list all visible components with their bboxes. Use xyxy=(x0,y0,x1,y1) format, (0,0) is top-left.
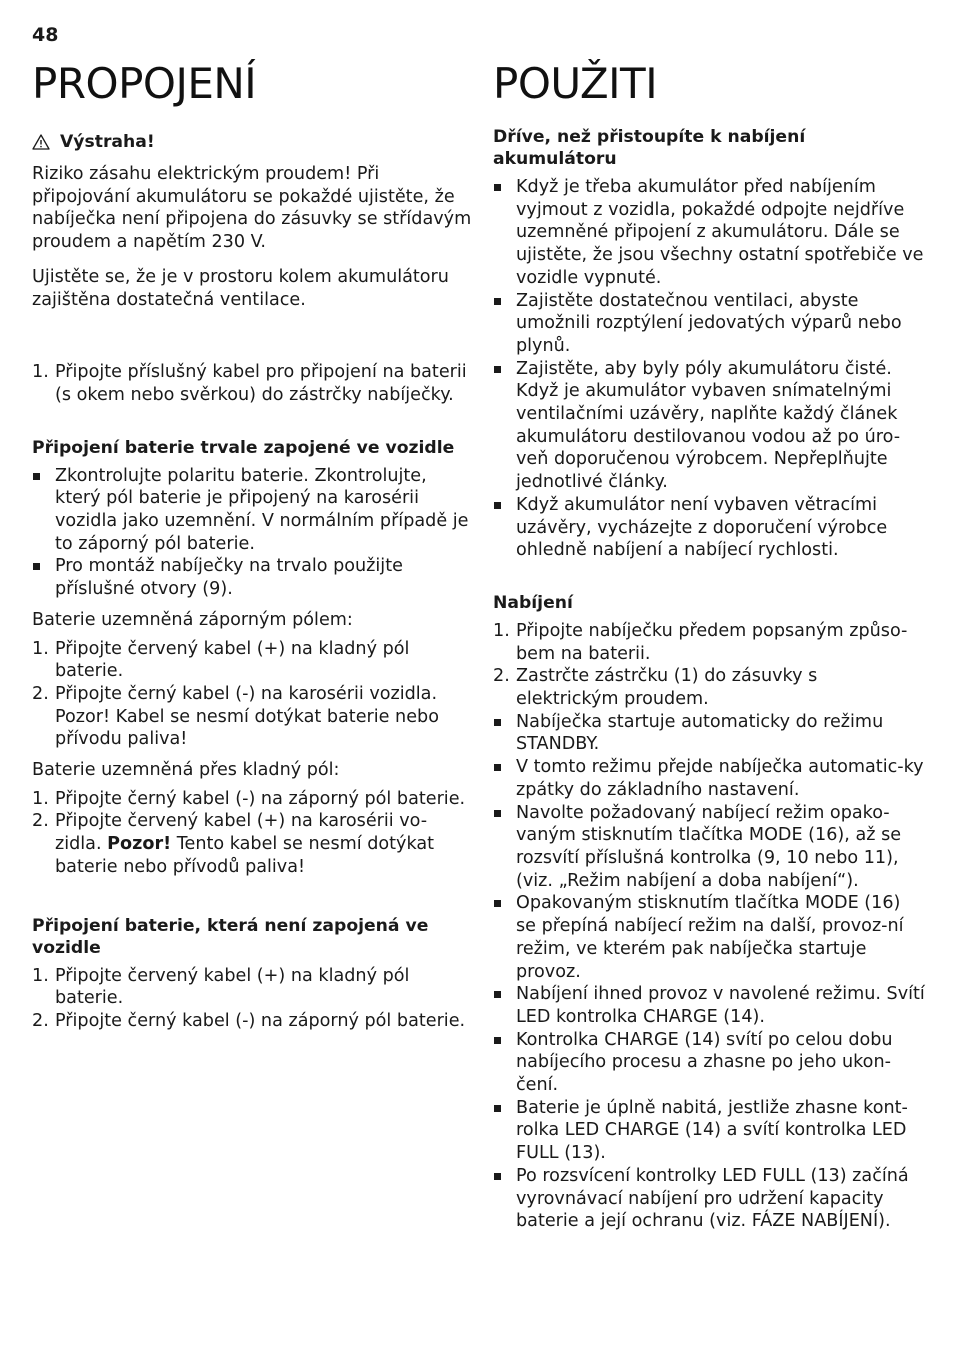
list-item: Zajistěte dostatečnou ventilaci, abyste umožnili rozptýlení jedovatých výparů nebo plynů. xyxy=(493,290,925,358)
list-item: Po rozsvícení kontrolky LED FULL (13) začíná vyrovnávací nabíjení pro udržení kapacity baterie a její ochranu (viz. FÁZE NABÍJENÍ). xyxy=(493,1165,925,1233)
list-item: Když akumulátor není vybaven větracími uzávěry, vycházejte z doporučení výrobce ohledně nabíjení a nabíjecí rychlosti. xyxy=(493,494,925,562)
list-item: V tomto režimu přejde nabíječka automatic-ky zpátky do základního nastavení. xyxy=(493,756,925,801)
list-item: 1. Připojte příslušný kabel pro připojení na baterii (s okem nebo svěrkou) do zástrčky nabíječky. xyxy=(32,362,467,405)
list-item: Kontrolka CHARGE (14) svítí po celou dobu nabíjecího procesu a zhasne po jeho ukon-čení. xyxy=(493,1029,925,1097)
ventilation-text: Ujistěte se, že je v prostoru kolem akumulátoru zajištěna dostatečná ventilace. xyxy=(32,266,449,310)
section-title-charging: Nabíjení xyxy=(493,592,573,613)
list-item: Nabíječka startuje automaticky do režimu STANDBY. xyxy=(493,711,925,756)
before-charging-bullets xyxy=(493,176,925,562)
warning-triangle-icon xyxy=(32,134,50,150)
not-in-vehicle-steps xyxy=(32,965,472,1033)
list-item: Navolte požadovaný nabíjecí režim opako-vaným stisknutím tlačítka MODE (16), až se rozsvítí příslušná kontrolka (9, 10 nebo 11), (viz. „Režim nabíjení a doba nabíjení“). xyxy=(493,802,925,893)
section-title-vehicle: Připojení baterie trvale zapojené ve vozidle xyxy=(32,437,455,458)
caution-bold: Pozor! xyxy=(107,834,172,855)
warning-label: Výstraha! xyxy=(60,132,155,152)
warning-header xyxy=(32,131,472,153)
heading-propojeni: PROPOJENÍ xyxy=(32,59,257,108)
heading-pouziti: POUŽITI xyxy=(493,59,658,108)
list-item: Baterie je úplně nabitá, jestliže zhasne kont-rolka LED CHARGE (14) a svítí kontrolka LED FULL (13). xyxy=(493,1097,925,1165)
list-item: Nabíjení ihned provoz v navolené režimu. Svítí LED kontrolka CHARGE (14). xyxy=(493,983,925,1028)
list-item: Když je třeba akumulátor před nabíjením vyjmout z vozidla, pokaždé odpojte nejdříve uzemněné připojení z akumulátoru. Dále se ujistěte, že jsou všechny ostatní spotřebiče ve vozidle vypnuté. xyxy=(493,176,925,290)
charging-bullets xyxy=(493,711,925,1233)
negative-ground-intro: Baterie uzemněná záporným pólem: xyxy=(32,609,353,630)
negative-ground-steps xyxy=(32,638,472,752)
connect-cable-list xyxy=(32,361,472,406)
list-item: 2. Připojte černý kabel (-) na karosérii vozidla. Pozor! Kabel se nesmí dotýkat baterie nebo přívodu paliva! xyxy=(32,683,439,750)
list-item: 1. Připojte černý kabel (-) na záporný pól baterie. xyxy=(32,788,466,809)
list-item: 1. Připojte nabíječku předem popsaným způso-bem na baterii. xyxy=(493,620,908,664)
section-title-not-in-vehicle: Připojení baterie, která není zapojená ve vozidle xyxy=(32,915,429,958)
left-column xyxy=(32,58,472,1033)
section-title-before-charging: Dříve, než přistoupíte k nabíjení akumulátoru xyxy=(493,127,806,169)
list-item: 2. Připojte červený kabel (+) na karosérii vo-zidla. Pozor! Tento kabel se nesmí dotýkat baterie nebo přívodů paliva! xyxy=(32,811,435,877)
warning-text: Riziko zásahu elektrickým proudem! Při připojování akumulátoru se pokaždé ujistěte, že nabíječka není připojena do zásuvky se střídavým proudem a napětím 230 V. xyxy=(32,164,472,253)
vehicle-bullet-list xyxy=(32,465,472,601)
list-item: Zkontrolujte polaritu baterie. Zkontrolujte, který pól baterie je připojený na karosérii vozidla jako uzemnění. V normálním případě je to záporný pól baterie. xyxy=(32,465,472,556)
list-item: Pro montáž nabíječky na trvalo použijte příslušné otvory (9). xyxy=(32,555,472,600)
positive-ground-intro: Baterie uzemněná přes kladný pól: xyxy=(32,760,340,781)
page-number: 48 xyxy=(32,24,59,46)
charging-steps xyxy=(493,620,925,711)
list-item: 2. Připojte černý kabel (-) na záporný pól baterie. xyxy=(32,1010,466,1031)
right-column xyxy=(493,58,925,1233)
list-item: Opakovaným stisknutím tlačítka MODE (16) se přepíná nabíjecí režim na další, provoz-ní režim, ve kterém pak nabíječka startuje provoz. xyxy=(493,892,925,983)
list-item: 1. Připojte červený kabel (+) na kladný pól baterie. xyxy=(32,965,410,1009)
positive-ground-steps xyxy=(32,788,472,879)
list-item: 1. Připojte červený kabel (+) na kladný pól baterie. xyxy=(32,638,410,682)
list-item: Zajistěte, aby byly póly akumulátoru čisté. Když je akumulátor vybaven snímatelnými ventilačními uzávěry, naplňte každý článek akumulátoru destilovanou vodou až po úro-veň doporučenou výrobcem. Nepřeplňujte jednotlivé články. xyxy=(493,358,925,494)
list-item: 2. Zastrčte zástrčku (1) do zásuvky s elektrickým proudem. xyxy=(493,666,818,710)
